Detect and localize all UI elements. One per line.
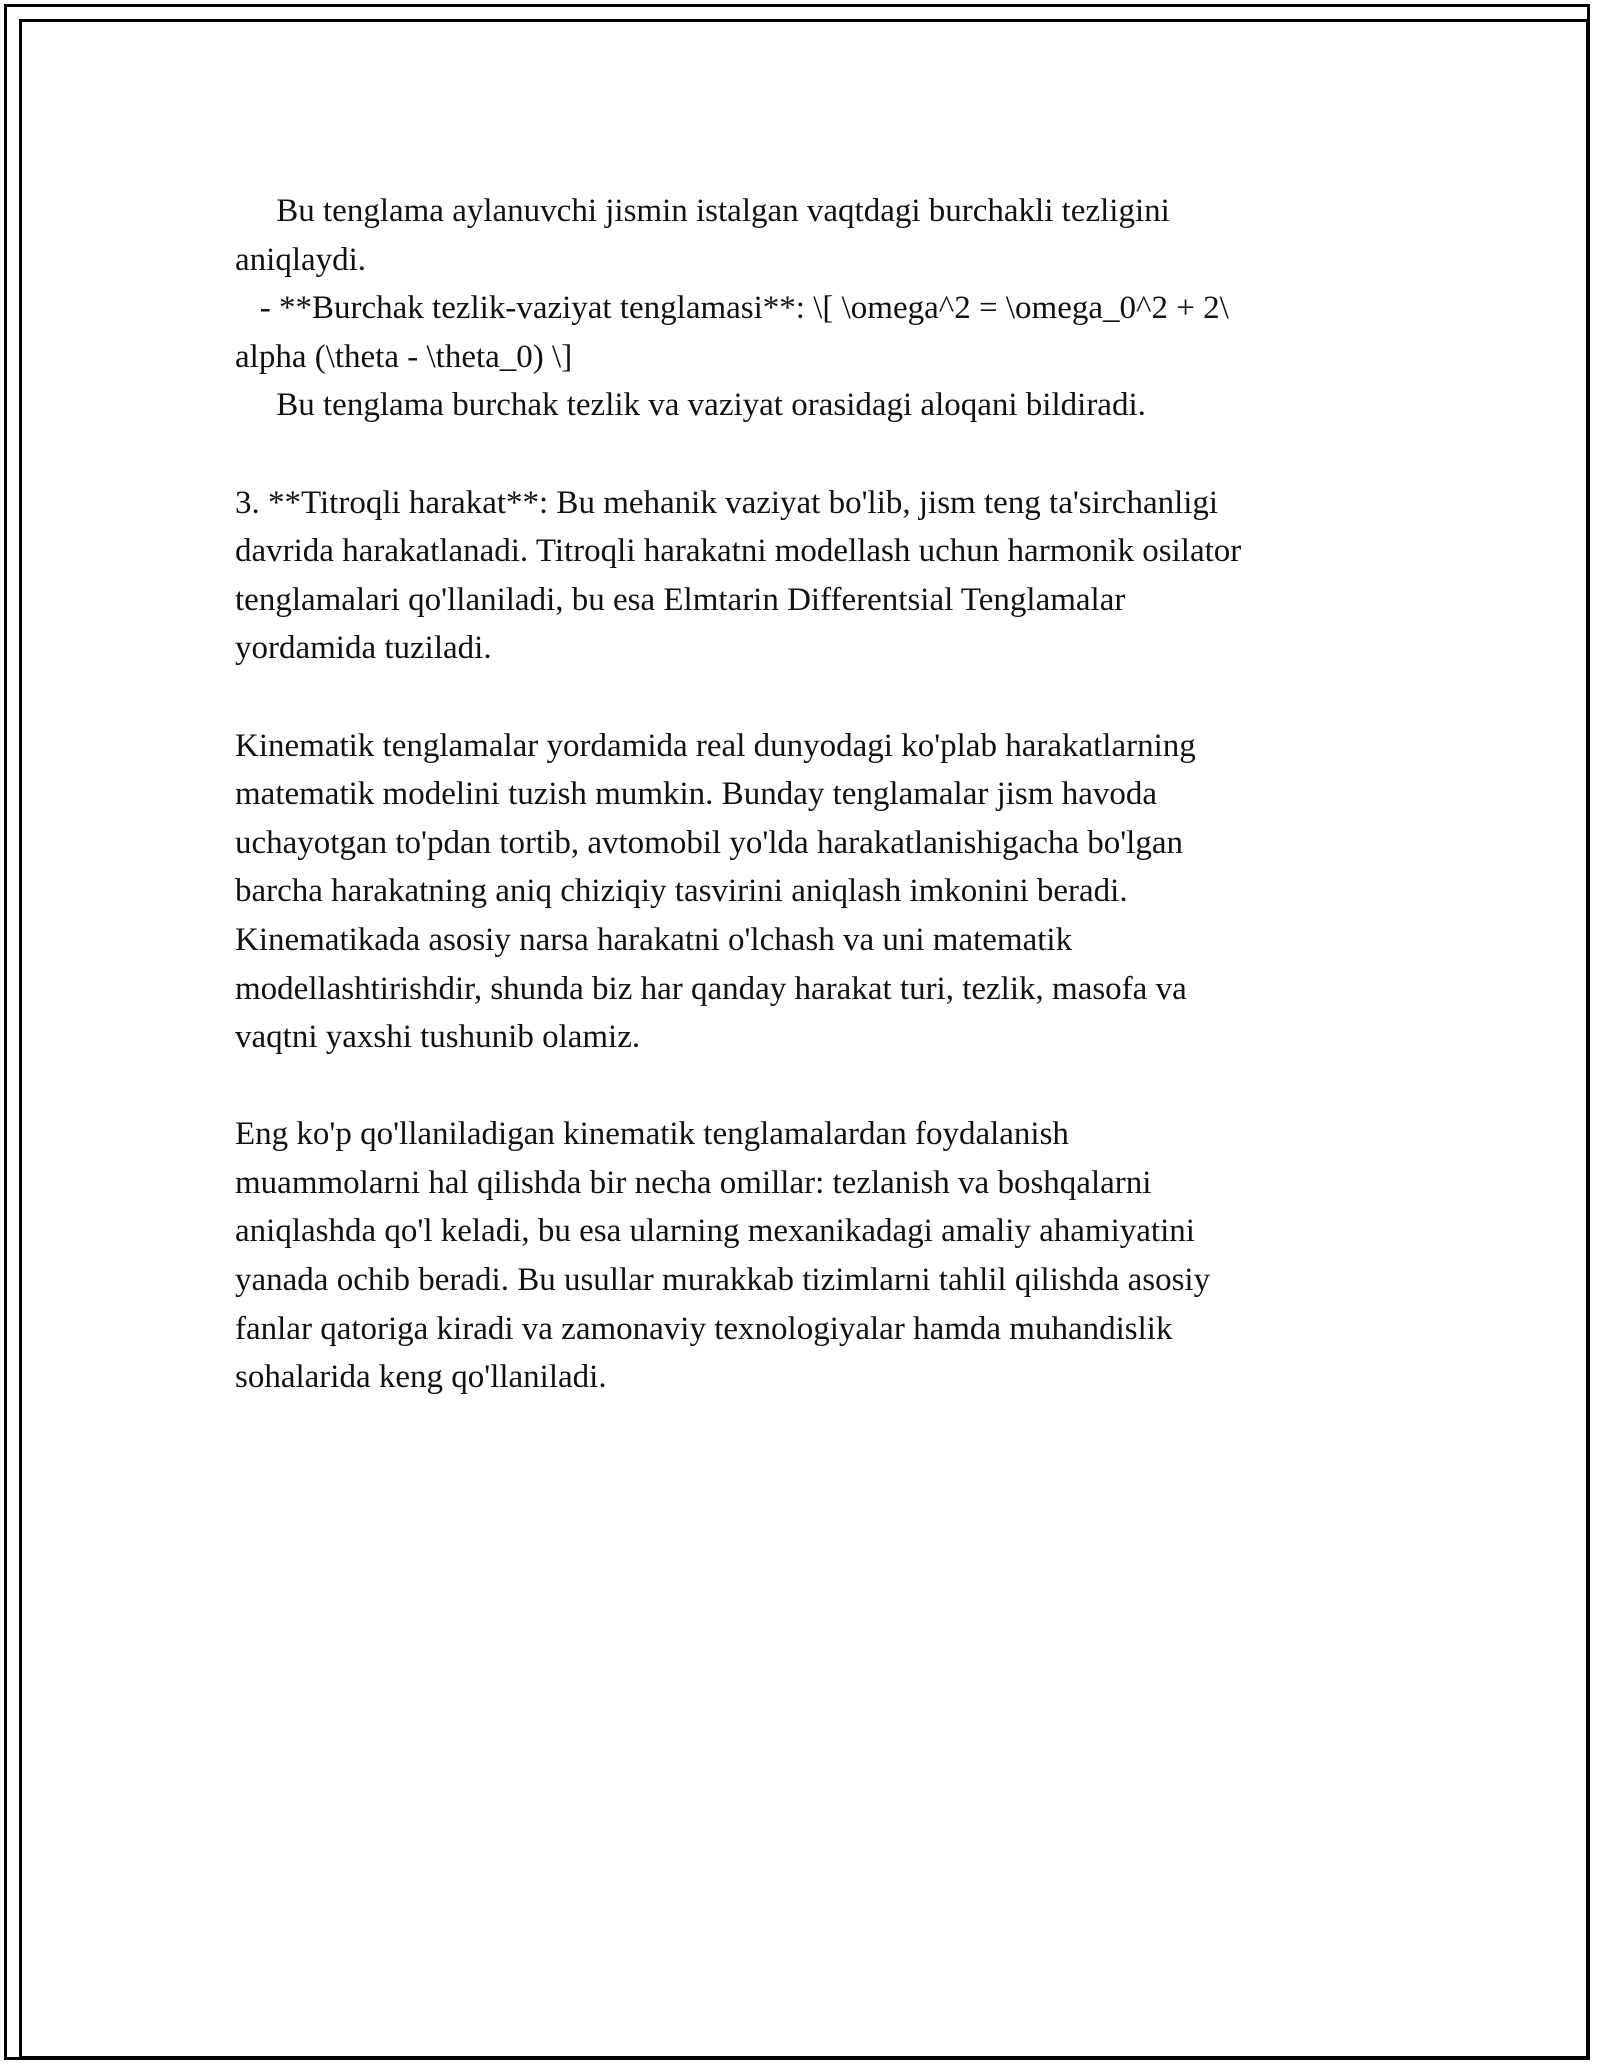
text-line: 3. **Titroqli harakat**: Bu mehanik vaziyat bo'lib, jism teng ta'sirchanligi: [235, 484, 1219, 521]
paragraph-oscillatory-motion: [235, 479, 1375, 673]
text-line: modellashtirishdir, shunda biz har qanday harakat turi, tezlik, masofa va: [235, 970, 1187, 1007]
text-line: aniqlashda qo'l keladi, bu esa ularning mexanikadagi amaliy ahamiyatini: [235, 1213, 1195, 1250]
text-line: - **Burchak tezlik-vaziyat tenglamasi**: \[ \omega^2 = \omega_0^2 + 2\: [235, 290, 1229, 327]
paragraph-spacer: [235, 673, 1375, 722]
text-line: barcha harakatning aniq chiziqiy tasvirini aniqlash imkonini beradi.: [235, 873, 1128, 910]
text-line: uchayotgan to'pdan tortib, avtomobil yo'lda harakatlanishigacha bo'lgan: [235, 824, 1183, 861]
text-line: matematik modelini tuzish mumkin. Bunday tenglamalar jism havoda: [235, 776, 1157, 813]
text-line: yanada ochib beradi. Bu usullar murakkab tizimlarni tahlil qilishda asosiy: [235, 1262, 1211, 1299]
text-line: tenglamalari qo'llaniladi, bu esa Elmtarin Differentsial Tenglamalar: [235, 581, 1126, 618]
text-line: Kinematikada asosiy narsa harakatni o'lchash va uni matematik: [235, 921, 1073, 958]
text-line: alpha (\theta - \theta_0) \]: [235, 338, 573, 375]
text-line: muammolarni hal qilishda bir necha omillar: tezlanish va boshqalarni: [235, 1164, 1152, 1201]
text-line: Eng ko'p qo'llaniladigan kinematik tenglamalardan foydalanish: [235, 1116, 1069, 1153]
text-line: Bu tenglama aylanuvchi jismin istalgan vaqtdagi burchakli tezligini: [235, 193, 1170, 229]
text-line: davrida harakatlanadi. Titroqli harakatni modellash uchun harmonik osilator: [235, 533, 1242, 570]
text-line: vaqtni yaxshi tushunib olamiz.: [235, 1019, 641, 1056]
text-line: Bu tenglama burchak tezlik va vaziyat orasidagi aloqani bildiradi.: [235, 387, 1146, 424]
paragraph-spacer: [235, 1062, 1375, 1111]
paragraph-kinematic-models: [235, 722, 1375, 1062]
text-line: aniqlaydi.: [235, 241, 367, 278]
paragraph-applications: [235, 1110, 1375, 1402]
text-line: sohalarida keng qo'llaniladi.: [235, 1359, 607, 1396]
paragraph-angular-velocity: [235, 187, 1375, 430]
paragraph-spacer: [235, 430, 1375, 479]
text-line: yordamida tuziladi.: [235, 630, 492, 667]
text-line: Kinematik tenglamalar yordamida real dunyodagi ko'plab harakatlarning: [235, 727, 1196, 764]
document-body: [235, 187, 1375, 1402]
text-line: fanlar qatoriga kiradi va zamonaviy texnologiyalar hamda muhandislik: [235, 1310, 1173, 1347]
